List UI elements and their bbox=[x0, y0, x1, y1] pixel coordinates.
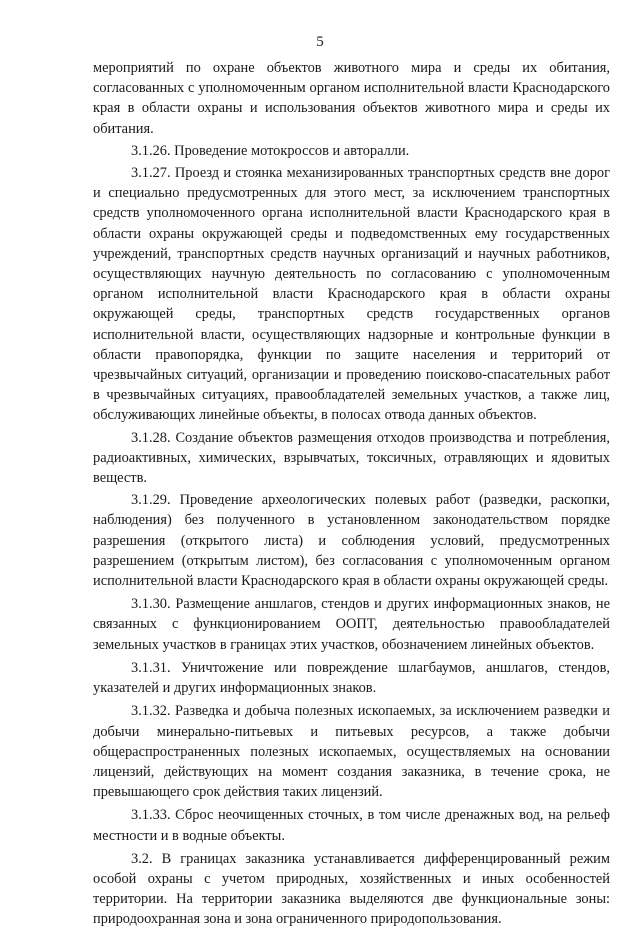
paragraph-3-1-27: 3.1.27. Проезд и стоянка механизированных транспортных средств вне дорог и специально предусмотренных для этого мест, за исключением транспортных средств уполномоченного органа исполнительной власти Краснодарского края в области охраны окружающей среды и подведомственных ему государственных учреждений, транспортных средств научных организаций и научных работников, осуществляющих научную деятельность по согласованию с уполномоченным органом исполнительной власти Краснодарского края в области охраны окружающей среды, транспортных средств государственных органов исполнительной власти, осуществляющих надзорные и контрольные функции в области правопорядка, функции по защите населения и территорий от чрезвычайных ситуаций, организации и проведению поисково-спасательных работ в чрезвычайных ситуациях, правообладателей земельных участков, а также лиц, обслуживающих линейные объекты, в полосах отвода данных объектов. bbox=[93, 165, 610, 424]
paragraph-3-1-30: 3.1.30. Размещение аншлагов, стендов и других информационных знаков, не связанных с функционированием ООПТ, деятельностью правообладателей земельных участков в границах этих участков, обозначением линейных объектов. bbox=[93, 596, 610, 653]
paragraph-3-2: 3.2. В границах заказника устанавливается дифференцированный режим особой охраны с учетом природных, хозяйственных и иных особенностей территории. На территории заказника выделяются две функциональные зоны: природоохранная зона и зона ограниченного природопользования. bbox=[93, 850, 610, 928]
paragraph-3-1-31: 3.1.31. Уничтожение или повреждение шлагбаумов, аншлагов, стендов, указателей и других информационных знаков. bbox=[93, 659, 610, 697]
paragraph-3-1-29: 3.1.29. Проведение археологических полевых работ (разведки, раскопки, наблюдения) без полученного в установленном законодательством порядке разрешения (открытого листа) и соблюдения условий, предусмотренных разрешением (открытым листом), без согласования с уполномоченным органом исполнительной власти Краснодарского края в области охраны окружающей среды. bbox=[93, 492, 610, 590]
paragraph-3-1-26: 3.1.26. Проведение мотокроссов и авторалли. bbox=[131, 142, 410, 159]
paragraph-3-1-32: 3.1.32. Разведка и добыча полезных ископаемых, за исключением разведки и добычи минерально-питьевых и питьевых ресурсов, а также добычи общераспространенных полезных ископаемых, осуществляемых на основании лицензий, действующих на момент создания заказника, в течение срока, не превышающего срок действия таких лицензий. bbox=[93, 703, 610, 801]
page-number: 5 bbox=[316, 34, 324, 50]
paragraph-3-1-33: 3.1.33. Сброс неочищенных сточных, в том числе дренажных вод, на рельеф местности и в водные объекты. bbox=[93, 807, 610, 844]
document-body bbox=[93, 58, 610, 932]
paragraph-continuation: мероприятий по охране объектов животного мира и среды их обитания, согласованных с уполномоченным органом исполнительной власти Краснодарского края в области охраны и использования объектов животного мира и среды их обитания. bbox=[93, 60, 610, 137]
paragraph-3-1-28: 3.1.28. Создание объектов размещения отходов производства и потребления, радиоактивных, химических, взрывчатых, токсичных, отравляющих и ядовитых веществ. bbox=[93, 429, 610, 487]
